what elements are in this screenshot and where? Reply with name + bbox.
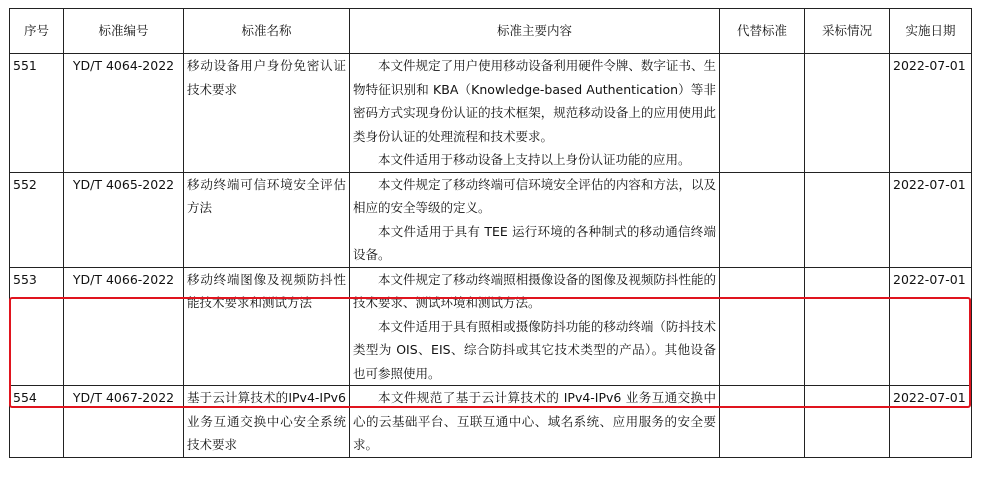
row-replaces (720, 267, 805, 386)
header-content: 标准主要内容 (350, 9, 720, 54)
row-content (350, 54, 720, 173)
row-code: YD/T 4067-2022 (64, 386, 184, 458)
table-row (10, 172, 972, 267)
table-row (10, 54, 972, 173)
row-date: 2022-07-01 (890, 54, 972, 173)
row-content (350, 267, 720, 386)
header-name: 标准名称 (184, 9, 350, 54)
content-paragraph: 本文件规定了移动终端照相摄像设备的图像及视频防抖性能的技术要求、测试环境和测试方法。 (353, 271, 716, 310)
content-paragraph: 本文件适用于具有 TEE 运行环境的各种制式的移动通信终端设备。 (353, 223, 716, 262)
row-adoption (805, 386, 890, 458)
row-name: 移动终端图像及视频防抖性能技术要求和测试方法 (184, 267, 350, 386)
row-adoption (805, 267, 890, 386)
row-no: 552 (10, 172, 64, 267)
header-replaces: 代替标准 (720, 9, 805, 54)
header-code: 标准编号 (64, 9, 184, 54)
row-content (350, 172, 720, 267)
content-paragraph: 本文件适用于具有照相或摄像防抖功能的移动终端（防抖技术类型为 OIS、EIS、综合防抖或其它技术类型的产品）。其他设备也可参照使用。 (353, 318, 716, 381)
row-date: 2022-07-01 (890, 172, 972, 267)
row-no: 553 (10, 267, 64, 386)
row-code: YD/T 4066-2022 (64, 267, 184, 386)
header-date: 实施日期 (890, 9, 972, 54)
row-no: 551 (10, 54, 64, 173)
row-adoption (805, 172, 890, 267)
row-name: 基于云计算技术的IPv4-IPv6业务互通交换中心安全系统技术要求 (184, 386, 350, 458)
row-content (350, 386, 720, 458)
row-replaces (720, 54, 805, 173)
standards-table (9, 8, 972, 458)
content-paragraph: 本文件规范了基于云计算技术的 IPv4-IPv6 业务互通交换中心的云基础平台、互联互通中心、域名系统、应用服务的安全要求。 (353, 390, 716, 452)
content-paragraph: 本文件规定了用户使用移动设备利用硬件令牌、数字证书、生物特征识别和 KBA（Knowledge-based Authentication）等非密码方式实现身份认证的技术框架，规范移动设备上的应用使用此类身份认证的处理流程和技术要求。 (353, 58, 716, 144)
table-row-highlighted (10, 267, 972, 386)
table-row (10, 386, 972, 458)
row-code: YD/T 4064-2022 (64, 54, 184, 173)
content-paragraph: 本文件适用于移动设备上支持以上身份认证功能的应用。 (378, 152, 691, 167)
header-row (10, 9, 972, 54)
row-replaces (720, 172, 805, 267)
row-name: 移动设备用户身份免密认证技术要求 (184, 54, 350, 173)
row-code: YD/T 4065-2022 (64, 172, 184, 267)
row-name: 移动终端可信环境安全评估方法 (184, 172, 350, 267)
header-adoption: 采标情况 (805, 9, 890, 54)
row-adoption (805, 54, 890, 173)
row-date: 2022-07-01 (890, 386, 972, 458)
row-date: 2022-07-01 (890, 267, 972, 386)
row-no: 554 (10, 386, 64, 458)
header-no: 序号 (10, 9, 64, 54)
content-paragraph: 本文件规定了移动终端可信环境安全评估的内容和方法，以及相应的安全等级的定义。 (353, 176, 716, 215)
row-replaces (720, 386, 805, 458)
